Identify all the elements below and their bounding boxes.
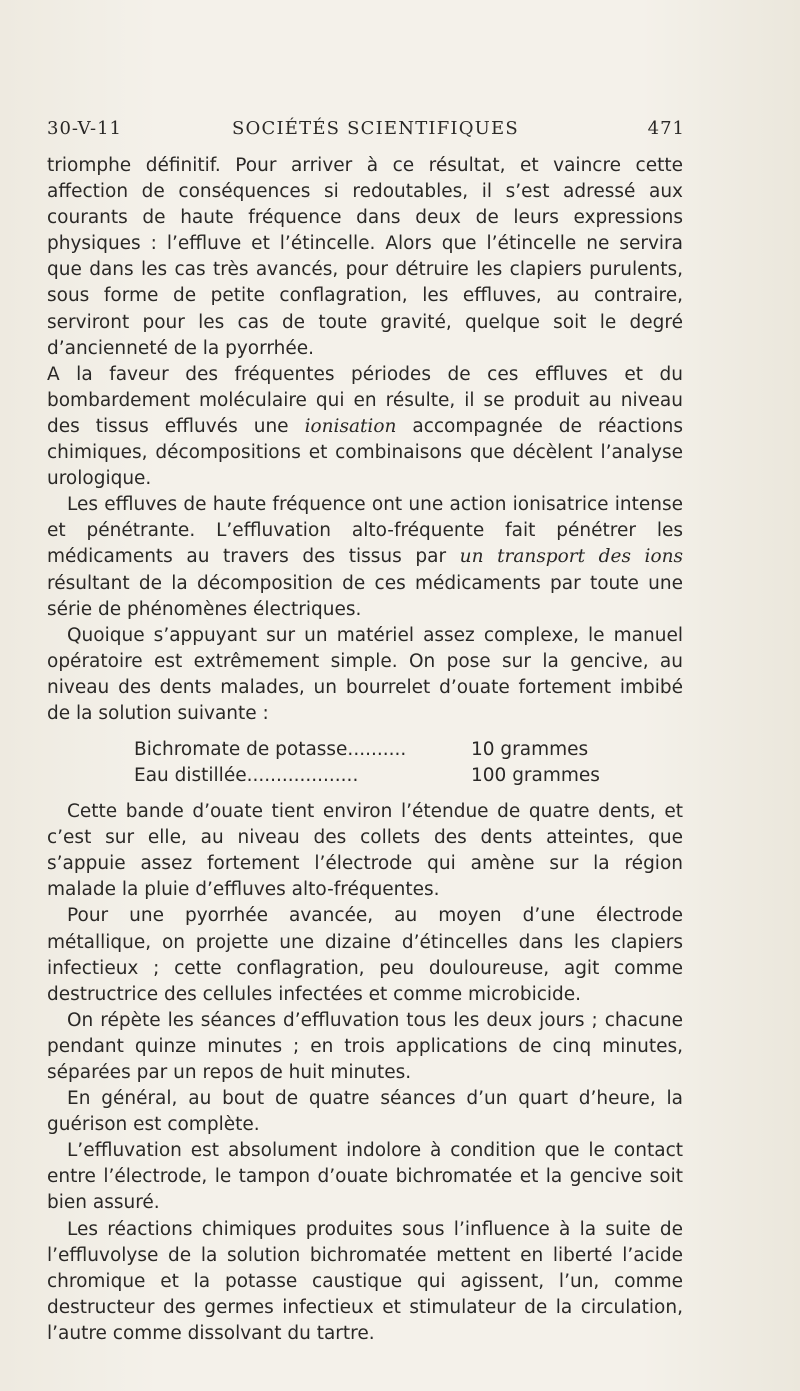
header-section-title: SOCIÉTÉS SCIENTIFIQUES	[232, 118, 519, 139]
paragraph-7: On répète les séances d’effluvation tous les deux jours ; chacune pendant quinze minutes ; en trois applications de cinq minutes, séparées par un repos de huit minutes.	[47, 1009, 683, 1083]
paragraph-3	[47, 492, 683, 622]
paragraph-4: Quoique s’appuyant sur un matériel assez complexe, le manuel opératoire est extrêmement simple. On pose sur la gencive, au niveau des dents malades, un bourrelet d’ouate fortement imbibé de la solution suivante :	[47, 624, 683, 724]
formula-quantity: 100 grammes	[471, 765, 600, 787]
formula-row	[47, 763, 683, 789]
formula-row	[47, 737, 683, 763]
formula-ingredient: Eau distillée...................	[134, 765, 359, 787]
paragraph-3-italic: un transport des ions	[459, 546, 683, 568]
paragraph-2-text-a: A la faveur des fréquentes périodes de ces effluves et du bombardement moléculaire qui en résulte, il se produit au niveau des tissus effluvés une	[47, 363, 683, 437]
paragraph-5: Cette bande d’ouate tient environ l’étendue de quatre dents, et c’est sur elle, au niveau des collets des dents atteintes, que s’appuie assez fortement l’électrode qui amène sur la région malade la pluie d’effluves alto-fréquentes.	[47, 801, 683, 901]
body-text	[47, 153, 683, 1347]
paragraph-1: triomphe définitif. Pour arriver à ce résultat, et vaincre cette affection de conséquences si redoutables, il s’est adressé aux courants de haute fréquence dans deux de leurs expressions physiques : l’effluve et l’étincelle. Alors que l’étincelle ne servira que dans les cas très avancés, pour détruire les clapiers purulents, sous forme de petite conflagration, les effluves, au contraire, serviront pour les cas de toute gravité, quelque soit le degré d’ancienneté de la pyorrhée.	[47, 155, 683, 359]
paragraph-6: Pour une pyorrhée avancée, au moyen d’une électrode métallique, on projette une dizaine d’étincelles dans les clapiers infectieux ; cette conflagration, peu douloureuse, agit comme destructrice des cellules infectées et comme microbicide.	[47, 905, 683, 1005]
paragraph-3-text-a: Les effluves de haute fréquence ont une action ionisatrice intense et pénétrante. L’effluvation alto-fréquente fait pénétrer les médicaments au travers des tissus par	[47, 494, 683, 568]
formula-ingredient: Bichromate de potasse..........	[134, 739, 407, 761]
formula-quantity: 10 grammes	[471, 739, 589, 761]
running-header	[47, 118, 685, 148]
page-number: 471	[647, 118, 685, 139]
paragraph-3-text-b: résultant de la décomposition de ces médicaments par toute une série de phénomènes électriques.	[47, 572, 683, 620]
paragraph-2	[47, 362, 683, 492]
paragraph-8: En général, au bout de quatre séances d’un quart d’heure, la guérison est complète.	[47, 1088, 683, 1136]
paragraph-9: L’effluvation est absolument indolore à condition que le contact entre l’électrode, le tampon d’ouate bichromatée et la gencive soit bien assuré.	[47, 1140, 683, 1214]
paragraph-2-italic: ionisation	[304, 415, 397, 437]
formula-list	[47, 737, 683, 789]
header-date: 30-V-11	[47, 118, 123, 139]
paragraph-2-text-b: accompagnée de réactions chimiques, décompositions et combinaisons que décèlent l’analyse urologique.	[47, 415, 683, 490]
paragraph-10: Les réactions chimiques produites sous l’influence à la suite de l’effluvolyse de la solution bichromatée mettent en liberté l’acide chromique et la potasse caustique qui agissent, l’un, comme destructeur des germes infectieux et stimulateur de la circulation, l’autre comme dissolvant du tartre.	[47, 1218, 683, 1344]
